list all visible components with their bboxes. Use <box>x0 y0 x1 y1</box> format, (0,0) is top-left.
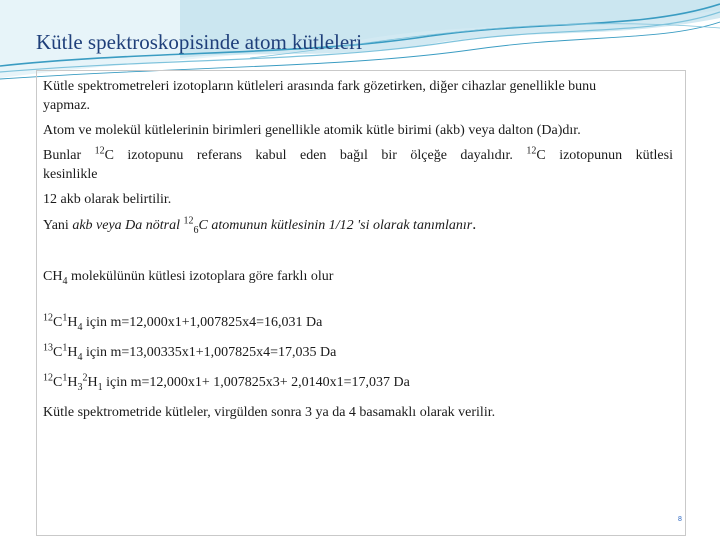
paragraph-4: 12 akb olarak belirtilir. <box>43 192 172 207</box>
paragraph-5: Yani akb veya Da nötral $^{12}_6$C atomunun kütlesinin 1/12 'si olarak tanımlanır. <box>43 215 477 236</box>
equation-3: $^{12}C^1H_3^2H_1$ için m=12,000x1+ 1,007825x3+ 2,0140x1=17,037 Da <box>43 372 410 393</box>
paragraph-ch4: $CH_4$ molekülünün kütlesi izotoplara göre farklı olur <box>43 269 334 287</box>
page-number: 8 <box>678 516 682 523</box>
paragraph-3-line-2: kesinlikle <box>43 167 98 182</box>
paragraph-2: Atom ve molekül kütlelerinin birimleri genellikle atomik kütle birimi (akb) veya dalton (Da)dır. <box>43 123 581 138</box>
equation-2: $^{13}C^1H_4$ için m=13,00335x1+1,007825x4=17,035 Da <box>43 342 337 363</box>
slide-title: Kütle spektroskopisinde atom kütleleri <box>36 30 363 54</box>
paragraph-3-line-1: Bunlar $^{12}$C izotopunu referans kabul eden bağıl bir ölçeğe dayalıdır. $^{12}$C izotopunun kütlesi <box>43 145 673 163</box>
paragraph-1-line-1: Kütle spektrometreleri izotopların kütleleri arasında fark gözetirken, diğer cihazlar genellikle bunu <box>43 79 597 94</box>
content-body <box>43 77 673 422</box>
equation-1: $^{12}C^1H_4$ için m=12,000x1+1,007825x4=16,031 Da <box>43 312 323 333</box>
paragraph-7: Kütle spektrometride kütleler, virgülden sonra 3 ya da 4 basamaklı olarak verilir. <box>43 405 496 420</box>
paragraph-1-line-2: yapmaz. <box>43 98 91 113</box>
